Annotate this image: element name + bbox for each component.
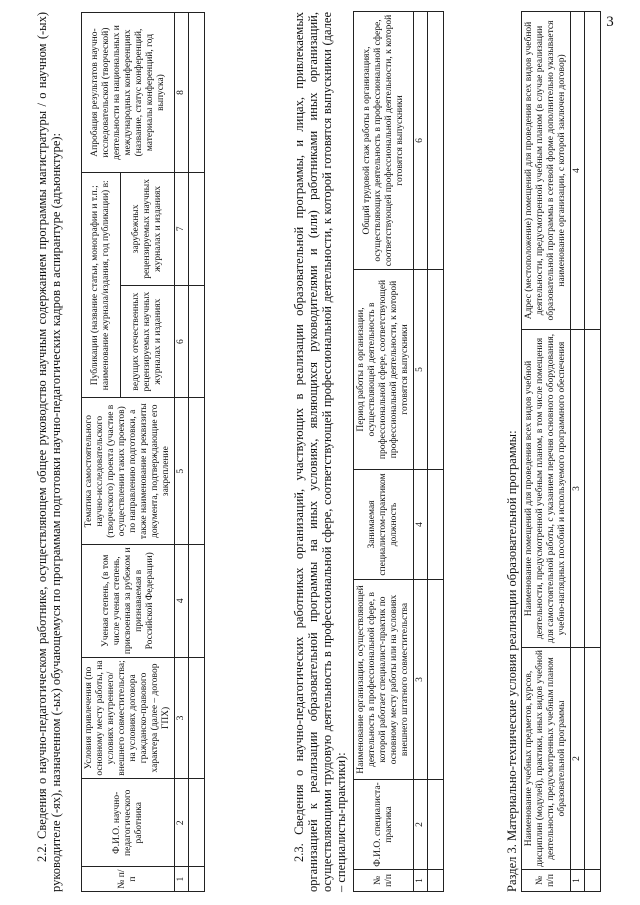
index-cell: 3 xyxy=(571,330,585,648)
page-number: 3 xyxy=(606,14,614,30)
empty-cell xyxy=(189,285,205,398)
col-num: № п/п xyxy=(82,867,175,892)
empty-cell xyxy=(189,657,205,779)
section-2-2-heading: 2.2. Сведения о научно-педагогическом работнике, осуществляющем общее руководство научным содержанием программы магистратуры / о научном (-ых) руководителе (-ях), назначенном (-ых) обучающемуся по программам подготовки научно-педагогических кадров в аспирантуре (адъюнктуре): xyxy=(35,12,63,892)
index-cell: 5 xyxy=(175,398,189,544)
index-cell: 1 xyxy=(175,867,189,892)
empty-cell xyxy=(189,544,205,657)
col-period: Период работы в организации, осуществляющей деятельность в профессиональной сфере, соответствующей профессиональной деятельности, к которой готовятся выпускники xyxy=(354,270,414,470)
col-fio: Ф.И.О. научно-педагогического работника xyxy=(82,779,175,867)
col-position: Занимаемая специалистом-практиком должность xyxy=(354,470,414,580)
empty-cell xyxy=(428,270,444,470)
section-2-3-table xyxy=(353,12,444,892)
empty-row xyxy=(189,13,205,892)
col-degree: Ученая степень, (в том числе ученая степень, присвоенная за рубежом и признаваемая в Российской Федерации) xyxy=(82,544,175,657)
col-experience: Общий трудовой стаж работы в организациях, осуществляющих деятельность в профессиональной сфере, соответствующей профессиональной деятельности, к которой готовятся выпускники xyxy=(354,12,414,270)
index-cell: 2 xyxy=(175,779,189,867)
index-cell: 5 xyxy=(414,270,428,470)
empty-cell xyxy=(428,580,444,780)
rotated-page-content xyxy=(35,12,615,892)
col-rooms: Наименование помещений для проведения всех видов учебной деятельности, предусмотренной учебным планом, в том числе помещения для самостоятельной работы, с указанием перечня основного оборудования, учебно-наглядных пособий и используемого программного обеспечения xyxy=(522,330,571,648)
section-3-table xyxy=(521,12,601,892)
index-cell: 4 xyxy=(571,12,585,330)
index-cell: 7 xyxy=(175,173,189,286)
index-cell: 3 xyxy=(175,657,189,779)
empty-cell xyxy=(189,398,205,544)
col-publications: Публикации (название статьи, монографии и т.п.; наименование журнала/издания, год публикации) в: xyxy=(82,173,121,398)
index-cell: 3 xyxy=(414,580,428,780)
empty-cell xyxy=(585,330,601,648)
section-2-3-heading: 2.3. Сведения о научно-педагогических работниках организаций, участвующих в реализации образовательной программы, и лицах, привлекаемых организацией к реализации образовательной программы на иных условиях, являющихся руководителями и (или) работниками иных организаций, осуществляющими трудовую деятельность в профессиональной сфере, соответствующей профессиональной деятельности, к которой готовятся выпускники (далее – специалисты-практики): xyxy=(292,12,348,892)
empty-cell xyxy=(189,13,205,173)
index-row xyxy=(571,12,585,892)
col-topic: Тематика самостоятельного научно-исследовательского (творческого) проекта (участие в осуществлении таких проектов) по направлению подготовки, а также наименование и реквизиты документа, подтверждающие его закрепление xyxy=(82,398,175,544)
col-pub-domestic: ведущих отечественных рецензируемых научных журналах и изданиях xyxy=(120,285,174,398)
col-subjects: Наименование учебных предметов, курсов, дисциплин (модулей), практики, иных видов учебной деятельности, предусмотренных учебным планом образовательной программы xyxy=(522,648,571,870)
index-row xyxy=(414,12,428,892)
col-organization: Наименование организации, осуществляющей деятельность в профессиональной сфере, в которой работает специалист-практик по основному месту работы или на условиях внешнего штатного совместительства xyxy=(354,580,414,780)
col-num: № п/п xyxy=(354,870,414,892)
empty-cell xyxy=(428,780,444,870)
index-cell: 6 xyxy=(414,12,428,270)
col-num: № п/п xyxy=(522,870,571,892)
col-address: Адрес (местоположение) помещений для проведения всех видов учебной деятельности, предусмотренной учебным планом (в случае реализации образовательной программы в сетевой форме дополнительно указывается наименование организации, с которой заключен договор) xyxy=(522,12,571,330)
index-cell: 2 xyxy=(414,780,428,870)
index-cell: 4 xyxy=(414,470,428,580)
empty-cell xyxy=(189,173,205,286)
col-conditions: Условия привлечения (по основному месту работы, на условиях внутреннего/ внешнего совместительства; на условиях договора гражданско-правового характера (далее – договор ГПХ) xyxy=(82,657,175,779)
empty-cell xyxy=(585,648,601,870)
index-cell: 1 xyxy=(571,870,585,892)
empty-cell xyxy=(585,12,601,330)
col-approbation: Апробация результатов научно-исследовательской (творческой) деятельности на национальных и международных конференциях (название, статус конференций, материалы конференций, год выпуска) xyxy=(82,13,175,173)
empty-cell xyxy=(428,12,444,270)
empty-row xyxy=(428,12,444,892)
empty-cell xyxy=(428,870,444,892)
section-3-heading: Раздел 3. Материально-технические условия реализации образовательной программы: xyxy=(505,430,519,892)
section-2-2-table xyxy=(81,12,205,892)
index-cell: 8 xyxy=(175,13,189,173)
col-pub-foreign: зарубежных рецензируемых научных журналах и изданиях xyxy=(120,173,174,286)
col-fio: Ф.И.О. специалиста-практика xyxy=(354,780,414,870)
empty-row xyxy=(585,12,601,892)
empty-cell xyxy=(585,870,601,892)
index-cell: 2 xyxy=(571,648,585,870)
index-cell: 6 xyxy=(175,285,189,398)
empty-cell xyxy=(189,867,205,892)
empty-cell xyxy=(189,779,205,867)
index-row xyxy=(175,13,189,892)
index-cell: 1 xyxy=(414,870,428,892)
empty-cell xyxy=(428,470,444,580)
index-cell: 4 xyxy=(175,544,189,657)
